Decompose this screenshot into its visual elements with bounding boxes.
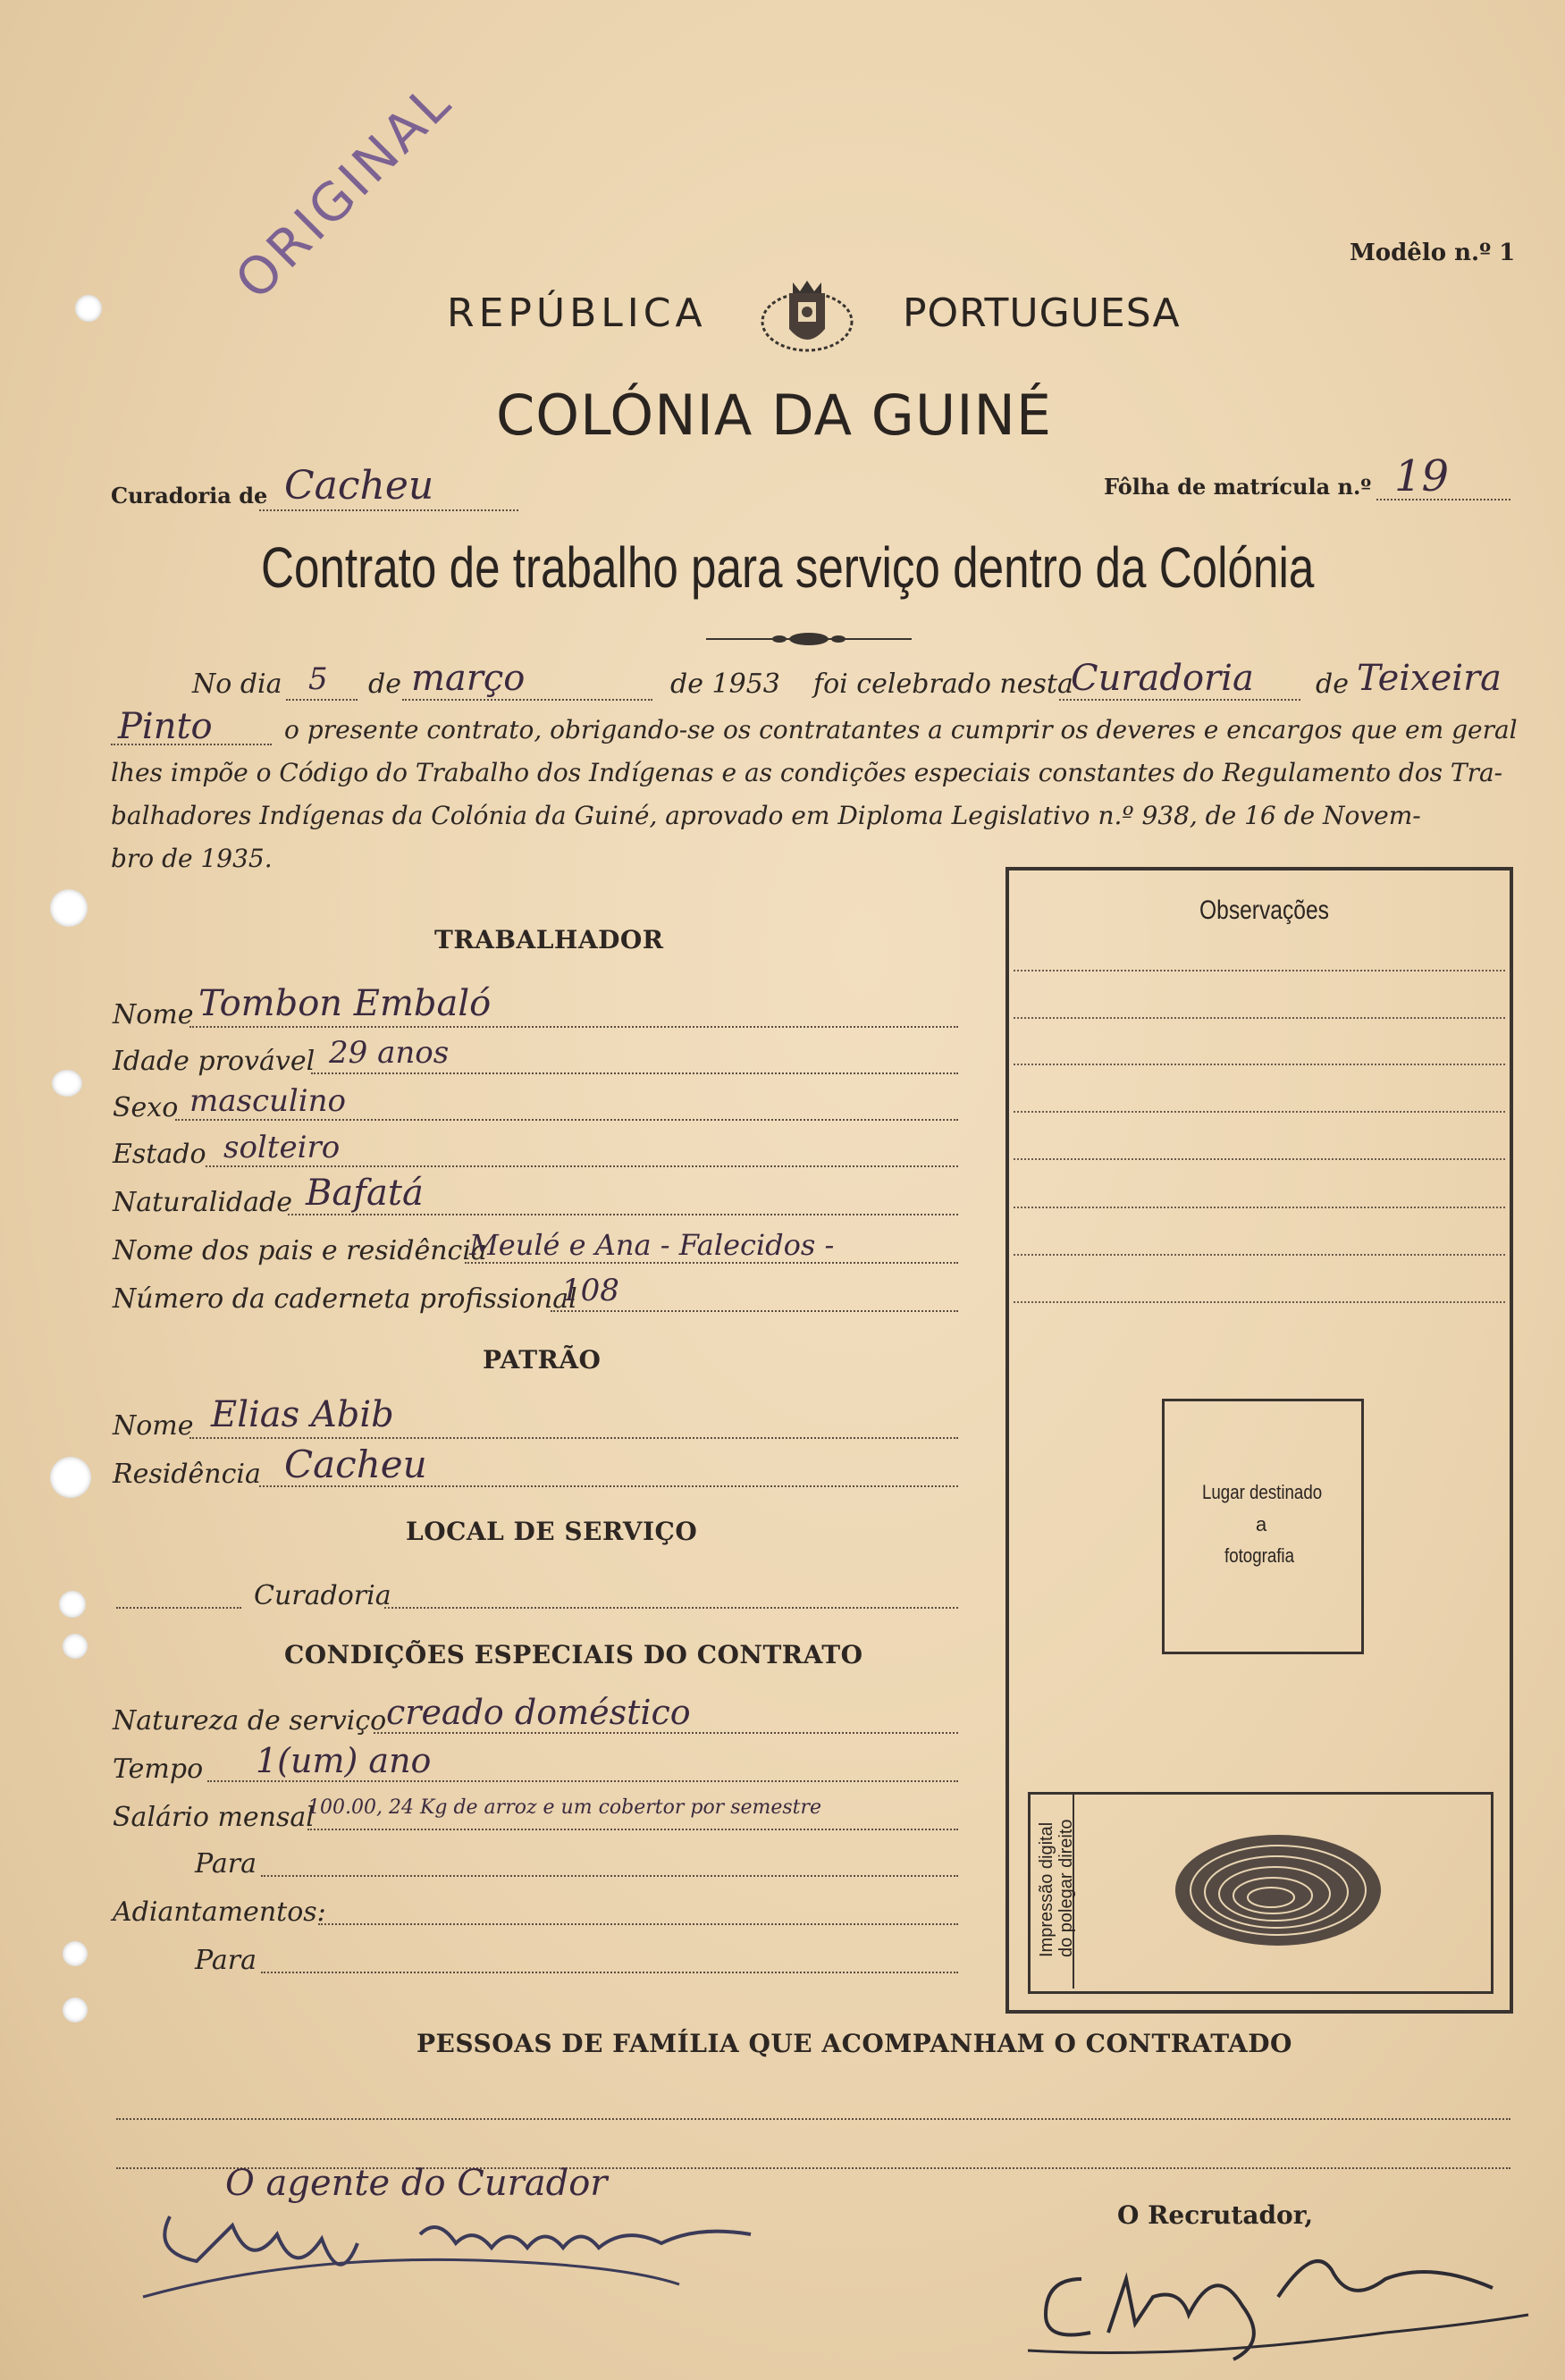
adiantamentos-label: Adiantamentos: xyxy=(113,1896,326,1928)
fingerprint-icon xyxy=(1171,1828,1385,1953)
republic-left: REPÚBLICA xyxy=(447,290,707,336)
family-heading: PESSOAS DE FAMÍLIA QUE ACOMPANHAM O CONTRATADO xyxy=(416,2029,1292,2058)
agent-signature xyxy=(125,2199,804,2324)
ornament-divider xyxy=(706,626,912,652)
trabalhador-heading: TRABALHADOR xyxy=(434,925,664,955)
sexo-label: Sexo xyxy=(113,1092,179,1123)
punch-hole xyxy=(59,1591,86,1618)
residencia-value: Cacheu xyxy=(284,1442,427,1486)
caderneta-value: 108 xyxy=(561,1273,619,1308)
residencia-label: Residência xyxy=(113,1459,261,1490)
salario-value: 100.00, 24 Kg de arroz e um cobertor por semestre xyxy=(307,1796,822,1819)
photo-label-1: Lugar destinado xyxy=(1202,1481,1323,1503)
coat-of-arms-icon xyxy=(753,275,861,361)
salario-label: Salário mensal xyxy=(113,1802,315,1833)
patrao-nome-value: Elias Abib xyxy=(211,1394,394,1435)
intro-month: março xyxy=(411,658,526,699)
intro-line4: balhadores Indígenas da Colónia da Guiné, aprovado em Diploma Legislativo n.º 938, de 16 de Novem- xyxy=(111,801,1421,830)
estado-label: Estado xyxy=(113,1139,206,1170)
punch-hole xyxy=(63,1997,88,2023)
contract-title: Contrato de trabalho para serviço dentro da Colónia xyxy=(261,535,1315,600)
curadoria-value: Cacheu xyxy=(284,463,434,509)
intro-town2: Pinto xyxy=(118,706,213,747)
patrao-heading: PATRÃO xyxy=(483,1345,602,1375)
photo-label-3: fotografia xyxy=(1224,1544,1294,1567)
naturalidade-value: Bafatá xyxy=(306,1173,424,1214)
fingerprint-label-1: Impressão digital xyxy=(1037,1821,1056,1957)
intro-day: 5 xyxy=(308,661,328,697)
folha-value: 19 xyxy=(1394,451,1450,501)
para2-label: Para xyxy=(195,1945,257,1976)
intro-no-dia: No dia xyxy=(192,669,282,700)
punch-hole xyxy=(50,889,88,927)
intro-line3: lhes impõe o Código do Trabalho dos Indígenas e as condições especiais constantes do Regulamento dos Tra- xyxy=(111,758,1503,787)
pais-value: Meulé e Ana - Falecidos - xyxy=(469,1228,835,1262)
punch-hole xyxy=(75,295,102,322)
idade-value: 29 anos xyxy=(329,1035,450,1071)
observations-title: Observações xyxy=(1199,896,1329,925)
nome-label: Nome xyxy=(113,999,194,1030)
nome-value: Tombon Embaló xyxy=(198,983,492,1024)
idade-label: Idade provável xyxy=(113,1046,316,1077)
sexo-value: masculino xyxy=(189,1083,347,1119)
recrutador-signature xyxy=(1010,2225,1546,2368)
intro-foi: foi celebrado nesta xyxy=(813,669,1073,700)
tempo-label: Tempo xyxy=(113,1753,204,1785)
tempo-value: 1(um) ano xyxy=(256,1741,432,1780)
intro-de2: de xyxy=(1316,669,1349,700)
intro-year: de 1953 xyxy=(670,669,780,700)
para1-label: Para xyxy=(195,1848,257,1880)
intro-line2: o presente contrato, obrigando-se os contratantes a cumprir os deveres e encargos que em geral xyxy=(284,715,1518,744)
intro-town1: Teixeira xyxy=(1357,658,1502,699)
pais-label: Nome dos pais e residência xyxy=(113,1235,487,1266)
model-number: Modêlo n.º 1 xyxy=(1350,240,1516,266)
intro-place: Curadoria xyxy=(1071,658,1254,699)
intro-line5: bro de 1935. xyxy=(111,844,273,873)
condicoes-heading: CONDIÇÕES ESPECIAIS DO CONTRATO xyxy=(284,1640,863,1669)
intro-de: de xyxy=(368,669,401,700)
punch-hole xyxy=(63,1941,88,1966)
local-heading: LOCAL DE SERVIÇO xyxy=(406,1517,698,1546)
natureza-value: creado doméstico xyxy=(386,1693,691,1732)
punch-hole xyxy=(63,1634,88,1659)
folha-label: Fôlha de matrícula n.º xyxy=(1104,474,1372,500)
republic-right: PORTUGUESA xyxy=(903,290,1181,336)
photo-label-2: a xyxy=(1256,1513,1267,1535)
recrutador-label: O Recrutador, xyxy=(1117,2200,1314,2230)
local-label: Curadoria xyxy=(254,1580,391,1611)
colony-title: COLÓNIA DA GUINÉ xyxy=(496,383,1053,448)
original-stamp: ORIGINAL xyxy=(223,71,465,312)
patrao-nome-label: Nome xyxy=(113,1410,194,1442)
curadoria-label: Curadoria de xyxy=(111,483,268,509)
naturalidade-label: Naturalidade xyxy=(113,1187,292,1218)
fingerprint-label-2: do polegar direito xyxy=(1056,1819,1076,1957)
punch-hole xyxy=(50,1457,91,1498)
estado-value: solteiro xyxy=(223,1130,341,1165)
punch-hole xyxy=(52,1070,82,1097)
caderneta-label: Número da caderneta profissional xyxy=(113,1283,577,1315)
agent-signature-text: O agente do Curador xyxy=(225,2163,608,2204)
natureza-label: Natureza de serviço xyxy=(113,1705,387,1737)
